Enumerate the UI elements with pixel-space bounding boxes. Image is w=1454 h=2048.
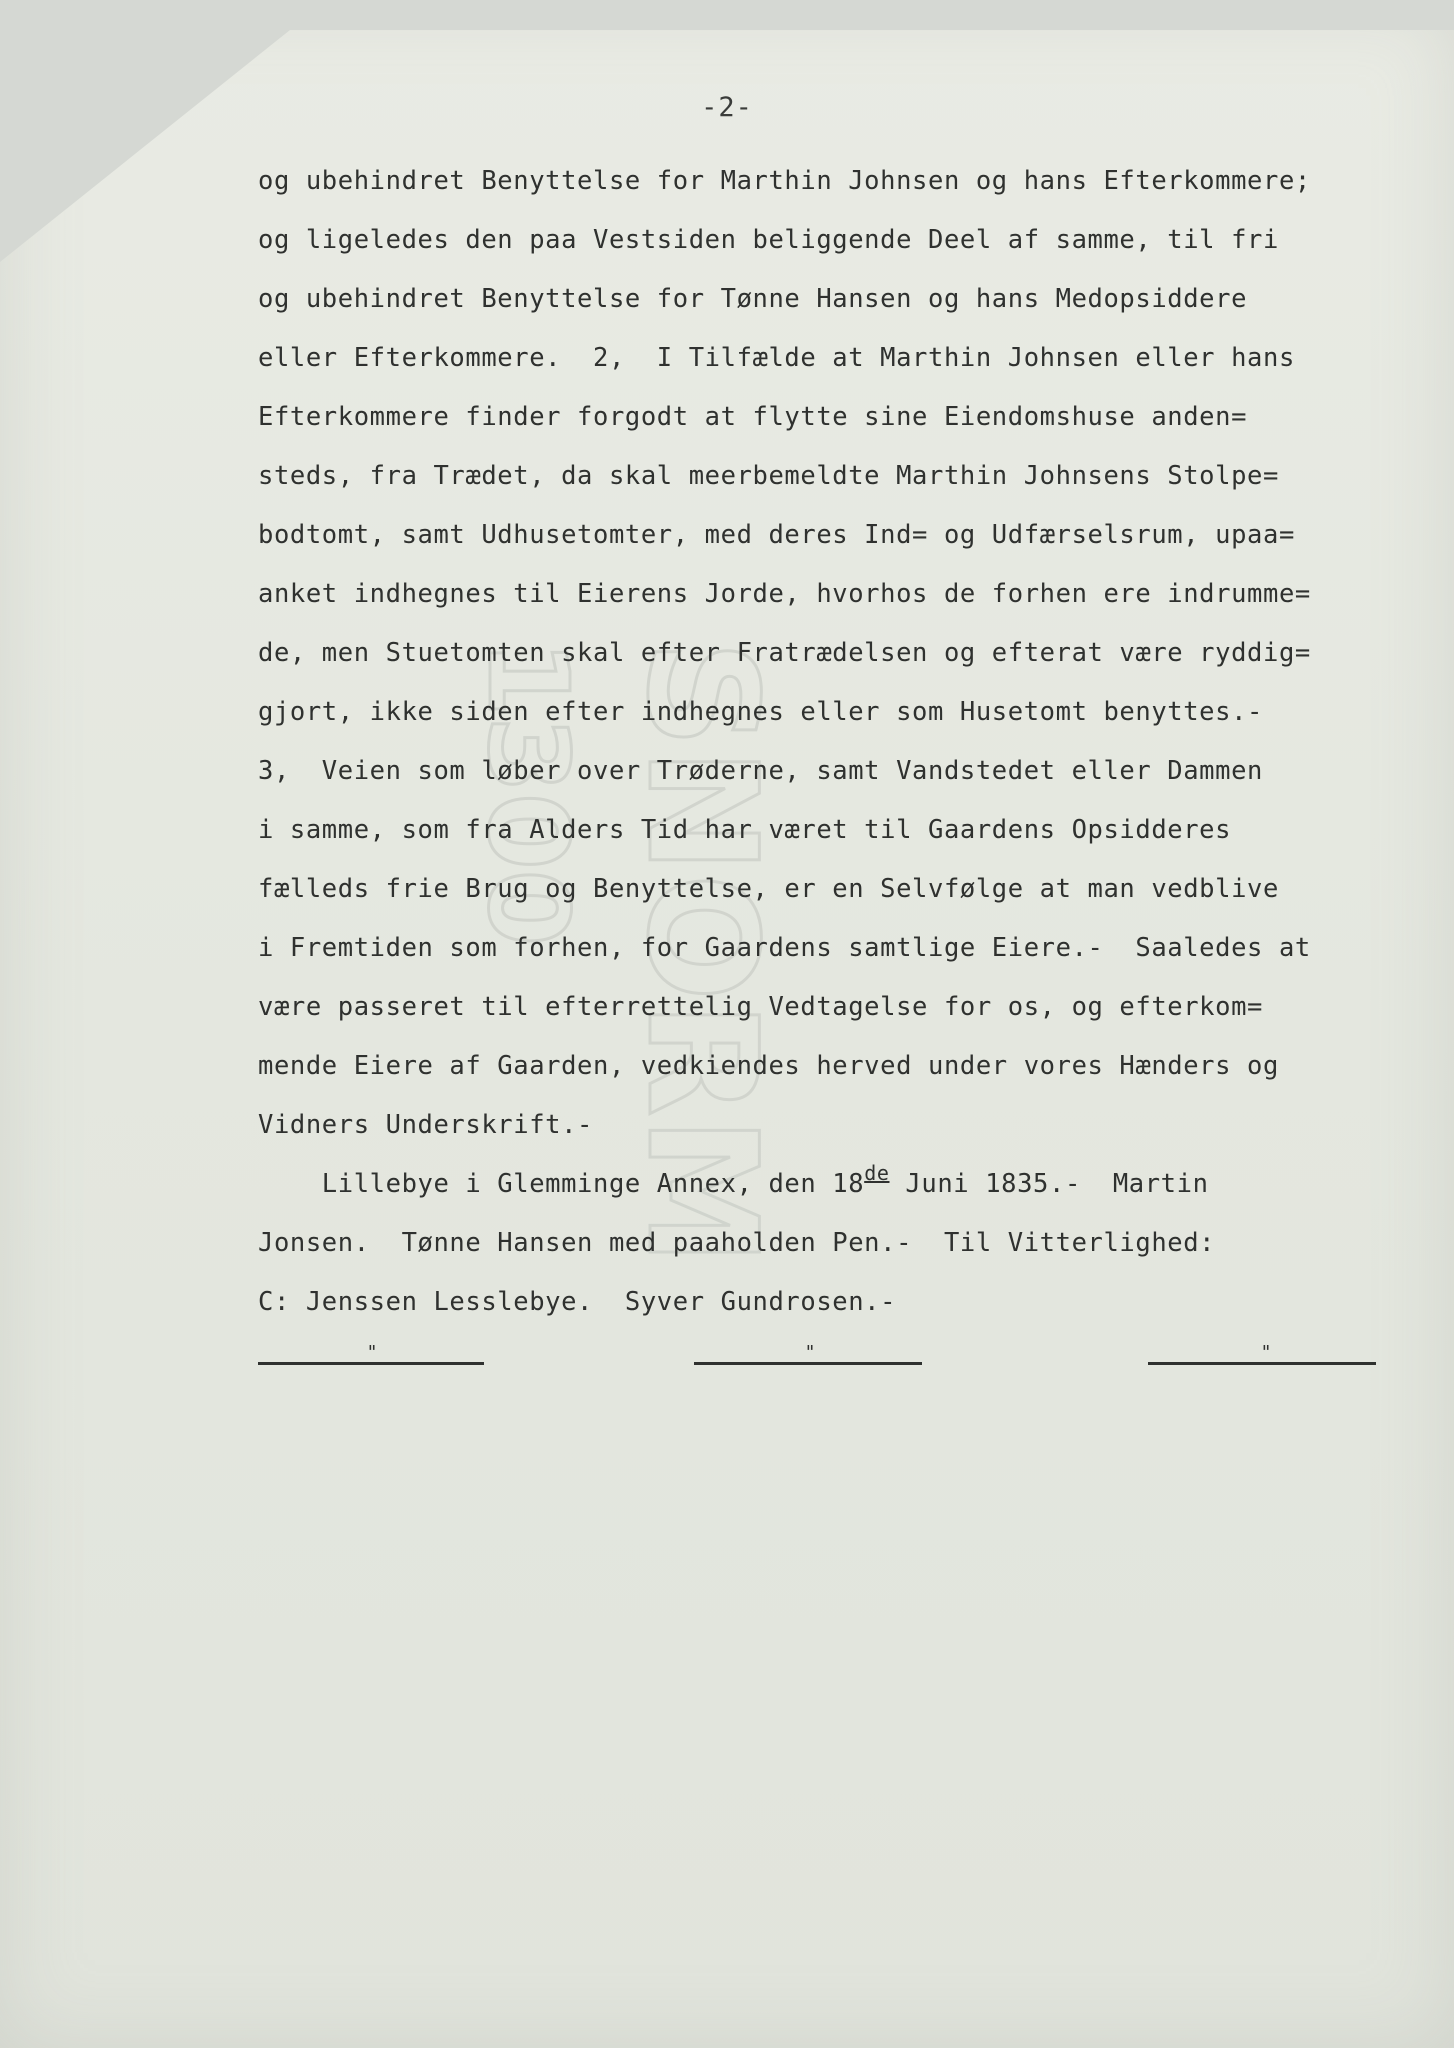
page-number: -2-	[701, 92, 753, 123]
closing-line-signatories: Jonsen. Tønne Hansen med paaholden Pen.- Til Vitterlighed:	[258, 1228, 1216, 1258]
text-line: bodtomt, samt Udhusetomter, med deres Ind= og Udfærselsrum, upaa=	[258, 520, 1295, 550]
text-line: i Fremtiden som forhen, for Gaardens samtlige Eiere.- Saaledes at	[258, 933, 1311, 963]
closing-date-rest: Juni 1835.- Martin	[889, 1169, 1209, 1199]
text-line: i samme, som fra Alders Tid har været til Gaardens Opsidderes	[258, 815, 1232, 845]
text-line: være passeret til efterrettelig Vedtagelse for os, og efterkom=	[258, 992, 1263, 1022]
text-line: og ubehindret Benyttelse for Tønne Hansen og hans Medopsiddere	[258, 284, 1248, 314]
closing-place-date: Lillebye i Glemminge Annex, den 18	[258, 1169, 865, 1199]
text-line: anket indhegnes til Eierens Jorde, hvorhos de forhen ere indrumme=	[258, 579, 1311, 609]
text-line: og ligeledes den paa Vestsiden beliggende Deel af samme, til fri	[258, 225, 1279, 255]
text-line: Vidners Underskrift.-	[258, 1110, 593, 1140]
text-line: 3, Veien som løber over Trøderne, samt Vandstedet eller Dammen	[258, 756, 1263, 786]
text-line: mende Eiere af Gaarden, vedkiendes herved under vores Hænders og	[258, 1051, 1279, 1081]
text-line: eller Efterkommere. 2, I Tilfælde at Marthin Johnsen eller hans	[258, 343, 1295, 373]
text-line: Efterkommere finder forgodt at flytte sine Eiendomshuse anden=	[258, 402, 1248, 432]
text-line: og ubehindret Benyttelse for Marthin Johnsen og hans Efterkommere;	[258, 166, 1311, 196]
svg-text:SNORM: SNORM	[614, 640, 788, 1266]
text-line: de, men Stuetomten skal efter Fratrædelsen og efterat være ryddig=	[258, 638, 1311, 668]
ditto-mark: "	[1260, 1342, 1272, 1363]
ditto-mark: "	[804, 1342, 816, 1363]
closing-line-witnesses: C: Jenssen Lesslebye. Syver Gundrosen.-	[258, 1287, 897, 1317]
date-superscript: de	[864, 1161, 890, 1185]
text-line: steds, fra Trædet, da skal meerbemeldte Marthin Johnsens Stolpe=	[258, 461, 1279, 491]
closing-line-date	[258, 1155, 1438, 1214]
document-body	[258, 152, 1438, 1332]
text-line: gjort, ikke siden efter indhegnes eller som Husetomt benyttes.-	[258, 697, 1263, 727]
signature-lines	[0, 1342, 1454, 1382]
svg-text:1300: 1300	[464, 640, 592, 947]
text-line: fælleds frie Brug og Benyttelse, er en Selvfølge at man vedblive	[258, 874, 1279, 904]
ditto-mark: "	[366, 1342, 378, 1363]
